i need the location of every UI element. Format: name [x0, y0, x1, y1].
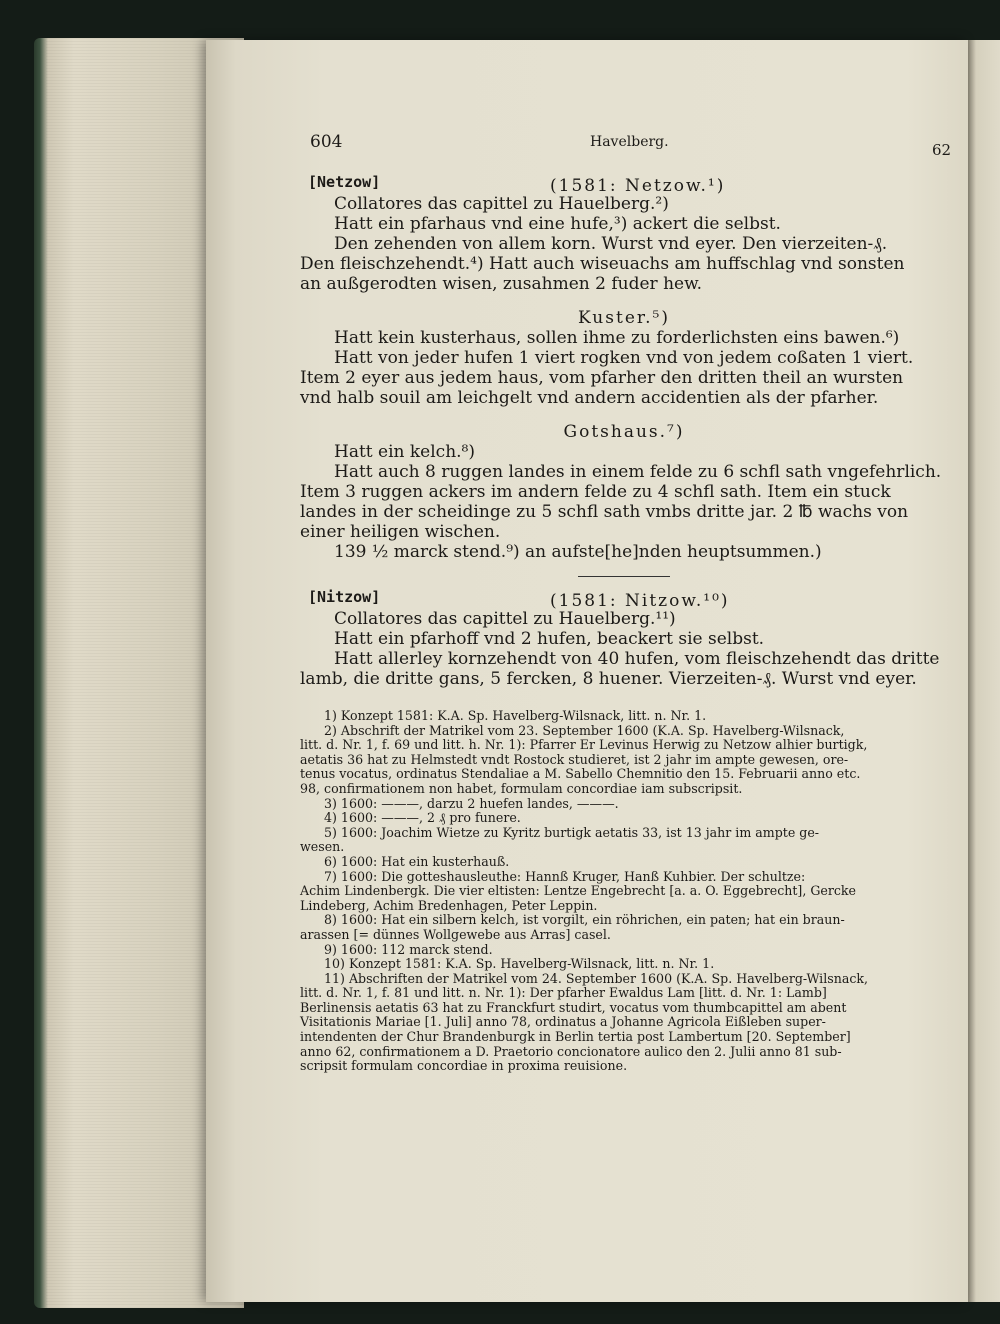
footnote-line: arassen [= dünnes Wollgewebe aus Arras] casel.	[300, 926, 611, 942]
footnote-line: wesen.	[300, 839, 345, 855]
footnote-line: Achim Lindenbergk. Die vier eltisten: Lentze Engebrecht [a. a. O. Eggebrecht], Gercke	[300, 883, 857, 899]
running-title: Havelberg.	[590, 134, 669, 150]
text-line: Den fleischzehendt.⁴) Hatt auch wiseuachs am huffschlag vnd sonsten	[300, 254, 905, 274]
footnote-line: 11) Abschriften der Matrikel vom 24. September 1600 (K.A. Sp. Havelberg-Wilsnack,	[324, 970, 869, 986]
section-heading-kuster: Kuster.⁵)	[577, 308, 670, 328]
text-line: lamb, die dritte gans, 5 fercken, 8 huener. Vierzeiten-₰. Wurst vnd eyer.	[300, 669, 917, 689]
entry-heading-netzow	[300, 172, 948, 194]
footnote-line: litt. d. Nr. 1, f. 69 und litt. h. Nr. 1): Pfarrer Er Levinus Herwig zu Netzow alhier burtigk,	[300, 737, 868, 753]
text-line: Hatt ein kelch.⁸)	[334, 442, 475, 462]
footnote-line: 3) 1600: ———, darzu 2 huefen landes, ———.	[324, 795, 619, 811]
place-name: [Nitzow]	[308, 588, 381, 606]
text-line: einer heiligen wischen.	[300, 522, 501, 542]
text-line: Hatt ein pfarhaus vnd eine hufe,³) ackert die selbst.	[334, 214, 781, 234]
text-line: 139 ½ marck stend.⁹) an aufste[he]nden heuptsummen.)	[334, 542, 822, 562]
footnote-line: 10) Konzept 1581: K.A. Sp. Havelberg-Wilsnack, litt. n. Nr. 1.	[324, 956, 715, 972]
text-line: vnd halb souil am leichgelt vnd andern accidentien als der pfarher.	[300, 388, 879, 408]
section-divider	[578, 576, 670, 577]
text-line: Hatt auch 8 ruggen landes in einem felde zu 6 schfl sath vngefehrlich.	[334, 462, 942, 482]
text-line: Hatt von jeder hufen 1 viert rogken vnd von jedem coßaten 1 viert.	[334, 348, 914, 368]
footnote-line: 2) Abschrift der Matrikel vom 23. September 1600 (K.A. Sp. Havelberg-Wilsnack,	[324, 722, 845, 738]
text-line: Hatt kein kusterhaus, sollen ihme zu forderlichsten eins bawen.⁶)	[334, 328, 900, 348]
section-heading-gotshaus: Gotshaus.⁷)	[563, 422, 685, 442]
book-page	[206, 40, 968, 1302]
year-heading: (1581: Netzow.¹)	[550, 176, 726, 196]
text-line: an außgerodten wisen, zusahmen 2 fuder hew.	[300, 274, 703, 294]
footnote-line: Visitationis Mariae [1. Juli] anno 78, ordinatus a Johanne Agricola Eißleben super-	[300, 1014, 826, 1030]
footnote-line: litt. d. Nr. 1, f. 81 und litt. n. Nr. 1): Der pfarher Ewaldus Lam [litt. d. Nr. 1: Lamb]	[300, 985, 827, 1001]
page-header	[300, 132, 952, 159]
adjacent-page-edge	[968, 40, 1000, 1302]
text-line: Collatores das capittel zu Hauelberg.²)	[334, 194, 669, 214]
footnote-line: 9) 1600: 112 marck stend.	[324, 941, 493, 957]
footnote-line: Berlinensis aetatis 63 hat zu Franckfurt studirt, vocatus vom thumbcapittel am abent	[300, 999, 847, 1015]
footnote-line: 5) 1600: Joachim Wietze zu Kyritz burtigk aetatis 33, ist 13 jahr im ampte ge-	[324, 824, 820, 840]
footnote-line: 4) 1600: ———, 2 ₰ pro funere.	[324, 810, 521, 826]
text-line: Item 3 ruggen ackers im andern felde zu 4 schfl sath. Item ein stuck	[300, 482, 891, 502]
entry-heading-nitzow	[300, 587, 948, 609]
footnote-line: Lindeberg, Achim Bredenhagen, Peter Leppin.	[300, 897, 598, 913]
footnote-line: intendenten der Chur Brandenburgk in Berlin tertia post Lambertum [20. September]	[300, 1029, 851, 1045]
text-line: Den zehenden von allem korn. Wurst vnd eyer. Den vierzeiten-₰.	[334, 234, 888, 254]
page-number: 604	[310, 132, 343, 152]
footnote-line: scripsit formulam concordiae in proxima reuisione.	[300, 1058, 628, 1074]
footnote-line: tenus vocatus, ordinatus Stendaliae a M. Sabello Chemnitio den 15. Februarii anno etc.	[300, 766, 861, 782]
year-heading: (1581: Nitzow.¹⁰)	[550, 591, 730, 611]
text-line: Item 2 eyer aus jedem haus, vom pfarher den dritten theil an wursten	[300, 368, 904, 388]
footnote-line: 6) 1600: Hat ein kusterhauß.	[324, 853, 510, 869]
footnote-line: anno 62, confirmationem a D. Praetorio concionatore aulico den 2. Julii anno 81 sub-	[300, 1043, 842, 1059]
text-line: Collatores das capittel zu Hauelberg.¹¹)	[334, 609, 676, 629]
text-line: Hatt ein pfarhoff vnd 2 hufen, beackert sie selbst.	[334, 629, 765, 649]
page-content	[300, 132, 952, 1074]
text-line: landes in der scheidinge zu 5 schfl sath vmbs dritte jar. 2 ℔ wachs von	[300, 502, 909, 522]
footnote-line: 98, confirmationem non habet, formulam concordiae iam subscripsit.	[300, 780, 743, 796]
corner-number: 62	[932, 141, 952, 159]
footnote-line: 7) 1600: Die gotteshausleuthe: Hannß Kruger, Hanß Kuhbier. Der schultze:	[324, 868, 806, 884]
footnote-line: 1) Konzept 1581: K.A. Sp. Havelberg-Wilsnack, litt. n. Nr. 1.	[324, 708, 707, 723]
footnote-line: 8) 1600: Hat ein silbern kelch, ist vorgilt, ein röhrichen, ein paten; hat ein braun-	[324, 912, 845, 928]
place-name: [Netzow]	[308, 173, 381, 191]
footnote-line: aetatis 36 hat zu Helmstedt vndt Rostock studieret, ist 2 jahr im ampte gewesen, ore-	[300, 751, 849, 767]
footnotes	[300, 709, 948, 1074]
text-line: Hatt allerley kornzehendt von 40 hufen, vom fleischzehendt das dritte	[334, 649, 940, 669]
